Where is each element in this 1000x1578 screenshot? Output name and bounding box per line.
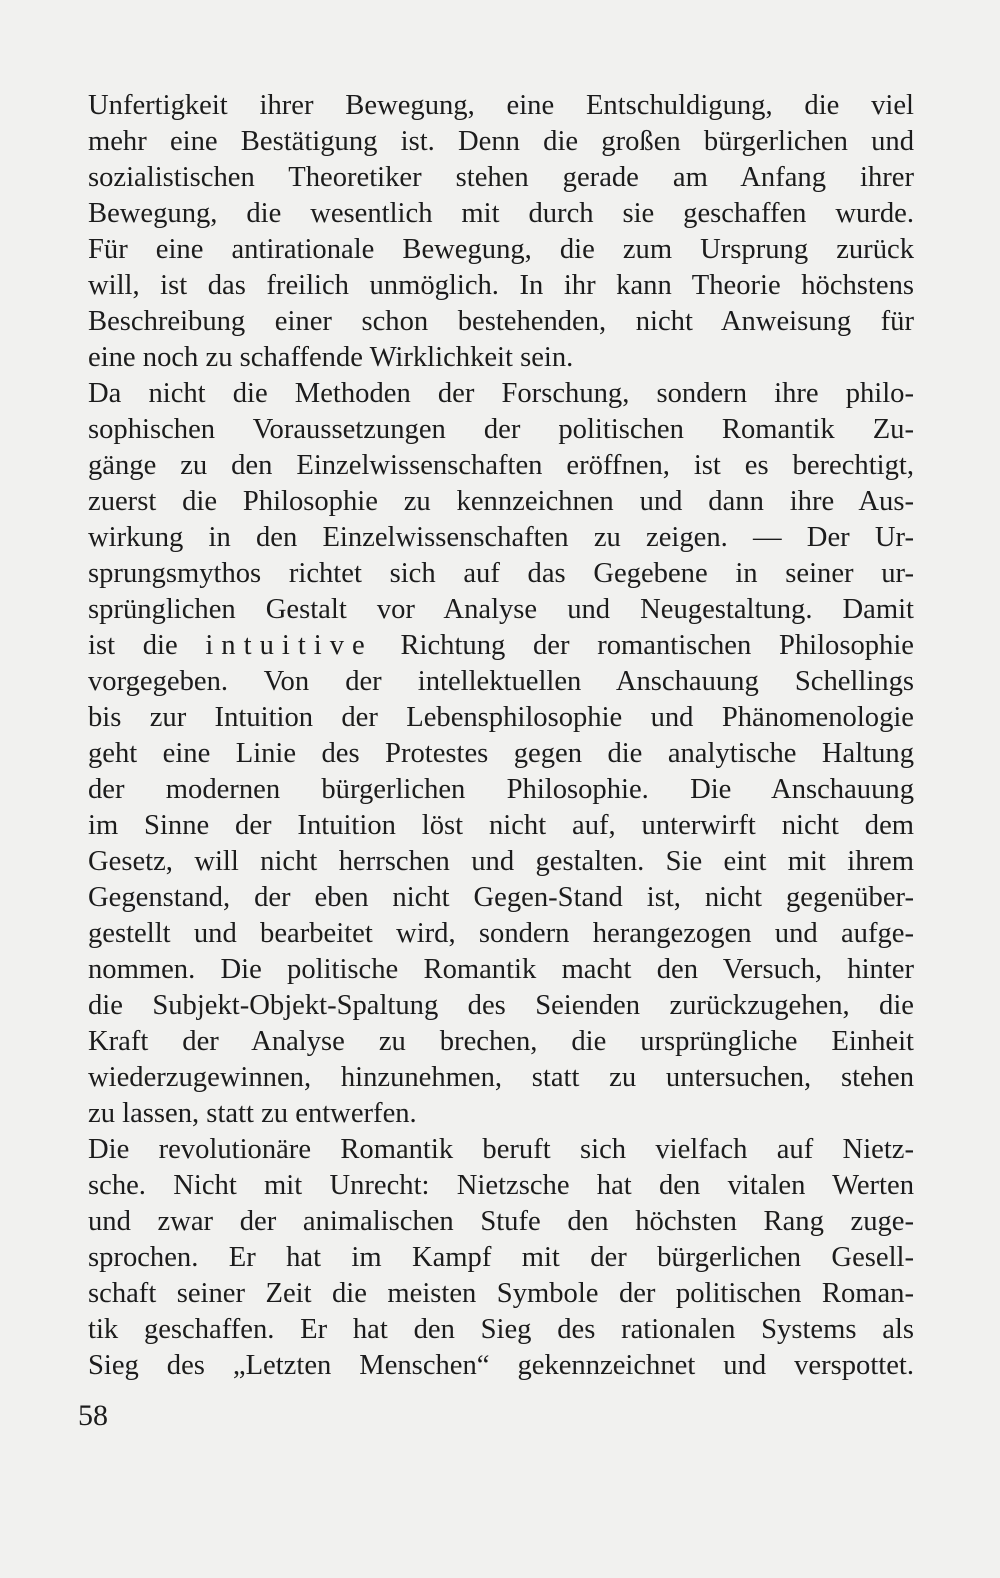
text-line: die Subjekt-Objekt-Spaltung des Seienden zurückzugehen, die bbox=[88, 990, 914, 1021]
text-line: vorgegeben. Von der intellektuellen Anschauung Schellings bbox=[88, 666, 914, 697]
text-line: Gesetz, will nicht herrschen und gestalten. Sie eint mit ihrem bbox=[88, 846, 914, 877]
body-text bbox=[88, 88, 914, 1384]
text-line: will, ist das freilich unmöglich. In ihr kann Theorie höchstens bbox=[88, 270, 914, 301]
text-line: eine noch zu schaffende Wirklichkeit sein. bbox=[88, 342, 574, 373]
text-line: gänge zu den Einzelwissenschaften eröffnen, ist es berechtigt, bbox=[88, 450, 914, 481]
text-line: Bewegung, die wesentlich mit durch sie geschaffen wurde. bbox=[88, 198, 914, 229]
text-line: Kraft der Analyse zu brechen, die ursprüngliche Einheit bbox=[88, 1026, 914, 1057]
text-line: Da nicht die Methoden der Forschung, sondern ihre philo- bbox=[88, 378, 914, 409]
text-line: Die revolutionäre Romantik beruft sich vielfach auf Nietz- bbox=[88, 1134, 914, 1165]
text-line: wiederzugewinnen, hinzunehmen, statt zu untersuchen, stehen bbox=[88, 1062, 914, 1093]
text-line: Unfertigkeit ihrer Bewegung, eine Entschuldigung, die viel bbox=[88, 90, 914, 121]
page-number: 58 bbox=[78, 1399, 108, 1432]
text-line: tik geschaffen. Er hat den Sieg des rationalen Systems als bbox=[88, 1314, 914, 1345]
text-line: schaft seiner Zeit die meisten Symbole der politischen Roman- bbox=[88, 1278, 914, 1309]
text-line: mehr eine Bestätigung ist. Denn die großen bürgerlichen und bbox=[88, 126, 914, 157]
text-line: im Sinne der Intuition löst nicht auf, unterwirft nicht dem bbox=[88, 810, 914, 841]
text-line: Für eine antirationale Bewegung, die zum Ursprung zurück bbox=[88, 234, 914, 265]
text-line: zuerst die Philosophie zu kennzeichnen und dann ihre Aus- bbox=[88, 486, 914, 517]
text-line: sche. Nicht mit Unrecht: Nietzsche hat den vitalen Werten bbox=[88, 1170, 914, 1201]
text-line: der modernen bürgerlichen Philosophie. Die Anschauung bbox=[88, 774, 914, 805]
text-line: sprochen. Er hat im Kampf mit der bürgerlichen Gesell- bbox=[88, 1242, 914, 1273]
text-line: Sieg des „Letzten Menschen“ gekennzeichnet und verspottet. bbox=[88, 1350, 914, 1381]
line-pre-emphasis: ist die bbox=[88, 630, 178, 661]
text-line: sophischen Voraussetzungen der politischen Romantik Zu- bbox=[88, 414, 914, 445]
text-line: zu lassen, statt zu entwerfen. bbox=[88, 1098, 417, 1129]
text-line: sozialistischen Theoretiker stehen gerade am Anfang ihrer bbox=[88, 162, 914, 193]
text-line: Gegenstand, der eben nicht Gegen-Stand ist, nicht gegenüber- bbox=[88, 882, 914, 913]
text-line: sprünglichen Gestalt vor Analyse und Neugestaltung. Damit bbox=[88, 594, 914, 625]
text-line: sprungsmythos richtet sich auf das Gegebene in seiner ur- bbox=[88, 558, 914, 589]
text-line: wirkung in den Einzelwissenschaften zu zeigen. — Der Ur- bbox=[88, 522, 914, 553]
text-line: bis zur Intuition der Lebensphilosophie und Phänomenologie bbox=[88, 702, 914, 733]
line-post-emphasis: Richtung der romantischen Philosophie bbox=[400, 630, 914, 661]
text-line: und zwar der animalischen Stufe den höchsten Rang zuge- bbox=[88, 1206, 914, 1237]
text-line-with-emphasis bbox=[88, 628, 914, 664]
text-line: gestellt und bearbeitet wird, sondern herangezogen und aufge- bbox=[88, 918, 914, 949]
text-line: nommen. Die politische Romantik macht den Versuch, hinter bbox=[88, 954, 914, 985]
text-line: geht eine Linie des Protestes gegen die analytische Haltung bbox=[88, 738, 914, 769]
text-line: Beschreibung einer schon bestehenden, nicht Anweisung für bbox=[88, 306, 914, 337]
emphasized-word: intuitive bbox=[205, 630, 373, 661]
